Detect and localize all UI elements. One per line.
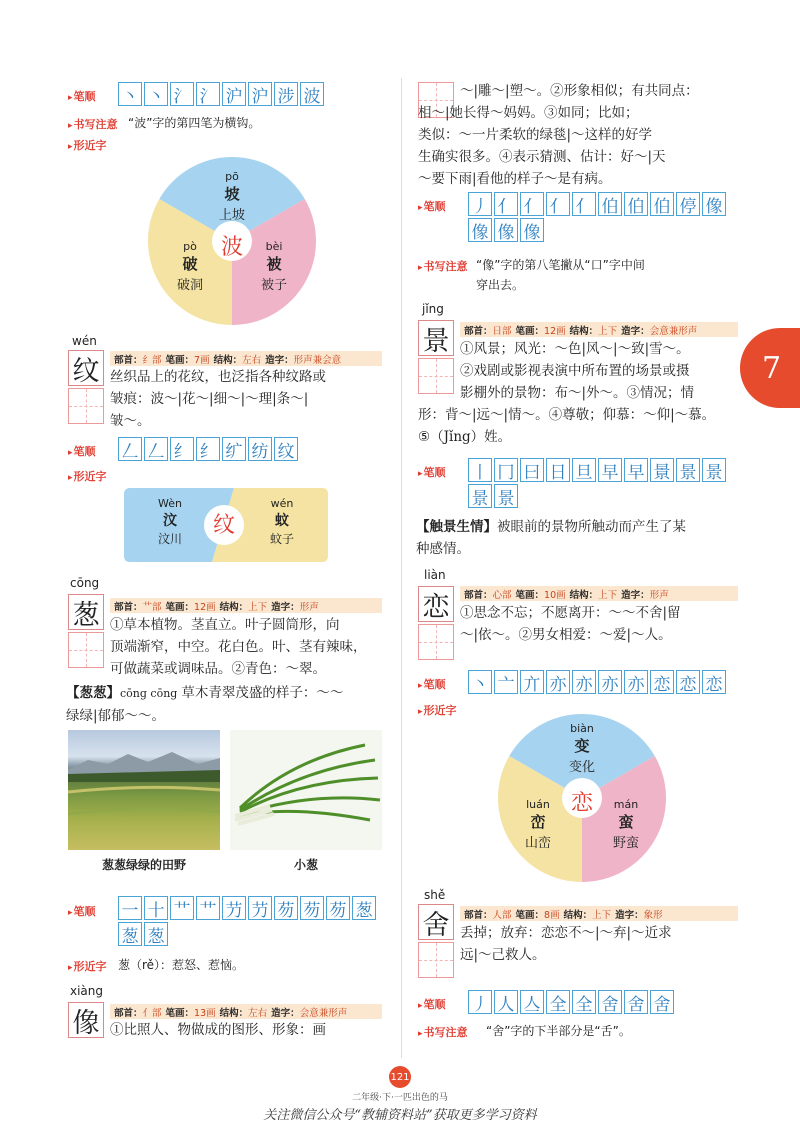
- stroke-cell: 恋: [676, 670, 700, 694]
- idiom-line: 被眼前的景物所触动而产生了某: [497, 519, 686, 535]
- lian-char: 恋: [418, 586, 454, 622]
- info-value: 13画: [194, 1007, 216, 1019]
- char: 坡: [224, 185, 240, 203]
- stroke-cell: 丶: [144, 82, 168, 106]
- stroke-cell: 芴: [300, 896, 324, 920]
- info-key: 结构：: [219, 1007, 249, 1019]
- xiang-stroke-row: [468, 192, 738, 242]
- info-value: 8画: [544, 909, 560, 921]
- word: 变化: [568, 760, 595, 775]
- info-value: 左右: [242, 354, 262, 366]
- stroke-cell: 芴: [274, 896, 298, 920]
- info-value: 7画: [194, 354, 210, 366]
- wen-stroke-row: [118, 437, 300, 461]
- stroke-cell: 景: [468, 484, 492, 508]
- info-value: 会意兼形声: [649, 325, 698, 337]
- idiom-pinyin: cōng cōng: [120, 687, 178, 700]
- stroke-cell: 芴: [326, 896, 350, 920]
- similar-chars-label: ▸ 形近字: [68, 958, 107, 974]
- info-value: 艹部: [142, 601, 162, 613]
- stroke-cell: 景: [676, 458, 700, 482]
- stroke-cell: 恋: [650, 670, 674, 694]
- info-value: 上下: [598, 589, 618, 601]
- line: ①草本植物。茎直立。叶子圆筒形，向: [110, 617, 340, 633]
- stroke-cell: 芀: [222, 896, 246, 920]
- lian-info-bar: [460, 586, 738, 601]
- stroke-cell: 亻: [546, 192, 570, 216]
- stroke-cell: 亠: [494, 670, 518, 694]
- pinyin: mán: [613, 798, 639, 811]
- cong-definition: [110, 614, 392, 680]
- xiang-note: [476, 255, 645, 295]
- lian-wheel-center: 恋: [570, 791, 593, 816]
- line: ②戏剧或影视表演中所布置的场景或摄: [460, 363, 690, 379]
- stroke-cell: 早: [598, 458, 622, 482]
- line: 形：背～|远～|情～。④尊敬；仰慕：～仰|～慕。: [418, 407, 716, 423]
- lian-definition: [460, 602, 740, 646]
- similar-chars-label: ▸ 形近字: [418, 702, 457, 718]
- line: ①风景；风光：～色|风～|～致|雪～。: [460, 341, 690, 357]
- lian-pinyin: liàn: [424, 568, 446, 582]
- info-value: 象形: [643, 909, 663, 921]
- info-key: 结构：: [213, 354, 243, 366]
- photo2-caption: 小葱: [293, 858, 318, 872]
- stroke-cell: 亦: [546, 670, 570, 694]
- stroke-cell: 亻: [572, 192, 596, 216]
- line: “像”字的第八笔撇从“口”字中间: [476, 258, 645, 272]
- stroke-cell: 人: [494, 990, 518, 1014]
- stroke-cell: 艹: [196, 896, 220, 920]
- line: 丢掉；放弃：恋恋不～|～弃|～近求: [460, 925, 672, 941]
- writing-note-label: ▸ 书写注意: [68, 116, 118, 132]
- word: 山峦: [524, 836, 551, 851]
- wen-practice-grid: [68, 388, 104, 424]
- jing-char: 景: [418, 320, 454, 356]
- xiang-definition-cont: [460, 80, 740, 102]
- line: 相～|她长得～妈妈。③如同；比如；: [418, 105, 639, 121]
- wen-definition: [110, 366, 390, 432]
- wen-pair-center: 纹: [212, 513, 235, 538]
- wen-pinyin: wén: [72, 334, 97, 348]
- stroke-order-label: ▸ 笔顺: [418, 464, 446, 480]
- bo-wheel-top: [200, 170, 264, 223]
- info-value: 上下: [248, 601, 268, 613]
- stroke-cell: 停: [676, 192, 700, 216]
- idiom-head: 【葱葱】: [66, 685, 120, 701]
- pinyin: biàn: [570, 722, 594, 735]
- stroke-cell: 舍: [624, 990, 648, 1014]
- info-value: 日部: [492, 325, 512, 337]
- info-value: 形声兼会意: [293, 354, 342, 366]
- line: 皱～。: [110, 413, 151, 429]
- stroke-cell: 亦: [598, 670, 622, 694]
- chapter-tab: 7: [740, 328, 800, 408]
- info-key: 造字：: [615, 909, 644, 921]
- stroke-cell: 纟: [196, 437, 220, 461]
- info-key: 造字：: [621, 325, 650, 337]
- bo-stroke-row: [118, 82, 326, 106]
- char: 蚊: [275, 513, 289, 529]
- stroke-order-label: ▸ 笔顺: [68, 903, 96, 919]
- cong-stroke-row: [118, 896, 388, 946]
- she-practice-grid: [418, 942, 454, 978]
- scallion-photo: [230, 730, 382, 850]
- bo-note: “波”字的第四笔为横钩。: [128, 116, 261, 130]
- stroke-cell: 丶: [118, 82, 142, 106]
- jing-idiom: [416, 516, 740, 560]
- info-key: 笔画：: [515, 589, 545, 601]
- wen-info-bar: [110, 351, 382, 366]
- char: 被: [266, 255, 282, 273]
- char: 峦: [530, 813, 546, 831]
- bo-wheel-right: [244, 240, 304, 293]
- stroke-cell: 一: [118, 896, 142, 920]
- stroke-cell: 丶: [468, 670, 492, 694]
- stroke-cell: 亻: [520, 192, 544, 216]
- stroke-cell: 纟: [170, 437, 194, 461]
- info-key: 笔画：: [165, 354, 195, 366]
- xiang-char: 像: [68, 1002, 104, 1038]
- idiom-line: 草木青翠茂盛的样子：～～: [181, 685, 344, 701]
- line: 可做蔬菜或调味品。②青色：～翠。: [110, 661, 326, 677]
- footer-promo: 关注微信公众号“教辅资料站”获取更多学习资料: [263, 1108, 537, 1123]
- word: 被子: [260, 278, 287, 293]
- char: 汶: [163, 513, 177, 529]
- xiang-info-bar: [110, 1004, 382, 1019]
- stroke-cell: 舍: [650, 990, 674, 1014]
- pinyin: pō: [225, 170, 239, 183]
- stroke-cell: 丿: [468, 990, 492, 1014]
- line: ①思念不忘；不愿离开：～～不舍|留: [460, 605, 681, 621]
- stroke-cell: 伯: [624, 192, 648, 216]
- stroke-cell: 像: [520, 218, 544, 242]
- info-key: 部首：: [114, 601, 143, 613]
- stroke-cell: 葱: [144, 922, 168, 946]
- she-char: 舍: [418, 904, 454, 940]
- jing-definition-b: [418, 404, 740, 448]
- stroke-cell: 纹: [274, 437, 298, 461]
- cong-practice-grid: [68, 632, 104, 668]
- stroke-cell: 氵: [170, 82, 194, 106]
- word: 上坡: [218, 208, 245, 223]
- lian-wheel-left: [508, 798, 568, 851]
- stroke-cell: 伯: [598, 192, 622, 216]
- xiang-pinyin: xiàng: [70, 984, 104, 998]
- wen-char: 纹: [68, 350, 104, 386]
- field-photo: [68, 730, 220, 850]
- she-note: “舍”字的下半部分是“舌”。: [486, 1024, 631, 1038]
- line: 类似：～一片柔软的绿毯|～这样的好学: [418, 127, 653, 143]
- stroke-cell: 纺: [248, 437, 272, 461]
- bo-wheel-left: [160, 240, 220, 293]
- she-definition: [460, 922, 740, 966]
- info-key: 造字：: [271, 1007, 300, 1019]
- stroke-cell: 景: [702, 458, 726, 482]
- jing-practice-grid: [418, 358, 454, 394]
- word: 蚊子: [269, 532, 294, 546]
- info-key: 结构：: [569, 589, 599, 601]
- stroke-cell: 葱: [118, 922, 142, 946]
- writing-note-label: ▸ 书写注意: [418, 258, 468, 274]
- info-key: 笔画：: [515, 325, 545, 337]
- info-key: 笔画：: [165, 601, 195, 613]
- info-value: 12画: [544, 325, 566, 337]
- pinyin: pò: [183, 240, 197, 253]
- stroke-cell: 亼: [520, 990, 544, 1014]
- info-key: 造字：: [265, 354, 294, 366]
- stroke-order-label: ▸ 笔顺: [418, 198, 446, 214]
- word: 破洞: [176, 278, 203, 293]
- lian-practice-grid: [418, 624, 454, 660]
- idiom-line: 绿绿|郁郁～～。: [66, 708, 166, 724]
- pinyin: wén: [270, 497, 294, 510]
- jing-pinyin: jǐng: [422, 302, 444, 316]
- char: 蛮: [618, 813, 634, 831]
- lian-wheel-right: [596, 798, 656, 851]
- stroke-cell: 全: [546, 990, 570, 1014]
- stroke-cell: 伯: [650, 192, 674, 216]
- cong-similar: 葱（rě）：惹怒、惹恼。: [118, 958, 245, 972]
- stroke-cell: 波: [300, 82, 324, 106]
- info-value: 上下: [592, 909, 612, 921]
- jing-info-bar: [460, 322, 738, 337]
- stroke-cell: 像: [468, 218, 492, 242]
- info-value: 左右: [248, 1007, 268, 1019]
- info-key: 部首：: [464, 909, 493, 921]
- writing-note-label: ▸ 书写注意: [418, 1024, 468, 1040]
- info-key: 造字：: [621, 589, 650, 601]
- pinyin: bèi: [265, 240, 283, 253]
- stroke-cell: 㬌: [650, 458, 674, 482]
- info-key: 笔画：: [165, 1007, 195, 1019]
- info-value: 人部: [492, 909, 512, 921]
- footer-lesson: 二年级·下·一匹出色的马: [352, 1093, 448, 1103]
- stroke-cell: 丨: [468, 458, 492, 482]
- jing-stroke-row: [468, 458, 738, 508]
- info-key: 结构：: [563, 909, 593, 921]
- she-info-bar: [460, 906, 738, 921]
- similar-chars-label: ▸ 形近字: [68, 137, 107, 153]
- info-value: 纟部: [142, 354, 162, 366]
- lian-wheel-top: [550, 722, 614, 775]
- stroke-order-label: ▸ 笔顺: [68, 443, 96, 459]
- stroke-cell: 早: [624, 458, 648, 482]
- stroke-order-label: ▸ 笔顺: [68, 88, 96, 104]
- cong-info-bar: [110, 598, 382, 613]
- field-illustration: [68, 730, 220, 850]
- stroke-cell: 涉: [274, 82, 298, 106]
- stroke-cell: 𠃋: [118, 437, 142, 461]
- line: 生确实很多。④表示猜测、估计：好～|天: [418, 149, 666, 165]
- info-value: 12画: [194, 601, 216, 613]
- photo1-caption: 葱葱绿绿的田野: [101, 858, 186, 872]
- cong-idiom: [66, 682, 396, 727]
- word: 汶川: [157, 532, 182, 546]
- stroke-cell: 丿: [468, 192, 492, 216]
- stroke-cell: 冂: [494, 458, 518, 482]
- stroke-cell: 像: [702, 192, 726, 216]
- pinyin: Wèn: [158, 497, 182, 510]
- idiom-head: 【触景生情】: [416, 519, 497, 535]
- xiang-definition-cont2: [418, 102, 740, 190]
- bo-wheel-center: 波: [220, 235, 243, 260]
- info-value: 上下: [598, 325, 618, 337]
- wen-pair-left: [140, 497, 200, 547]
- stroke-cell: 十: [144, 896, 168, 920]
- info-key: 结构：: [569, 325, 599, 337]
- info-value: 会意兼形声: [299, 1007, 348, 1019]
- stroke-cell: 亣: [520, 670, 544, 694]
- info-key: 结构：: [219, 601, 249, 613]
- stroke-cell: 𠃋: [144, 437, 168, 461]
- line: ～要下雨|看他的样子～是有病。: [418, 171, 612, 187]
- stroke-cell: 旦: [572, 458, 596, 482]
- stroke-cell: 景: [494, 484, 518, 508]
- jing-definition-a: [460, 338, 740, 404]
- line: ⑤（Jǐng）姓。: [418, 429, 512, 445]
- line: 皱痕：波～|花～|细～|～理|条～|: [110, 391, 309, 407]
- column-divider: [401, 78, 402, 1058]
- word: 野蛮: [612, 836, 639, 851]
- stroke-cell: 艹: [170, 896, 194, 920]
- pinyin: luán: [526, 798, 550, 811]
- info-value: 亻部: [142, 1007, 162, 1019]
- char: 变: [574, 737, 590, 755]
- line: 穿出去。: [476, 278, 525, 292]
- info-value: 10画: [544, 589, 566, 601]
- stroke-cell: 氵: [196, 82, 220, 106]
- info-key: 笔画：: [515, 909, 545, 921]
- stroke-cell: 舍: [598, 990, 622, 1014]
- lian-stroke-row: [468, 670, 728, 694]
- stroke-cell: 亦: [572, 670, 596, 694]
- stroke-cell: 日: [546, 458, 570, 482]
- stroke-order-label: ▸ 笔顺: [418, 996, 446, 1012]
- stroke-cell: 像: [494, 218, 518, 242]
- stroke-cell: 纩: [222, 437, 246, 461]
- stroke-cell: 恋: [702, 670, 726, 694]
- line: 丝织品上的花纹，也泛指各种纹路或: [110, 369, 326, 385]
- stroke-cell: 葱: [352, 896, 376, 920]
- info-key: 造字：: [271, 601, 300, 613]
- line: ～|雕～|塑～。②形象相似；有共同点：: [460, 83, 699, 99]
- stroke-cell: 曰: [520, 458, 544, 482]
- info-key: 部首：: [464, 325, 493, 337]
- line: 影棚外的景物：布～|外～。③情况；情: [460, 385, 695, 401]
- line: 远|～己救人。: [460, 947, 546, 963]
- line: ～|依～。②男女相爱：～爱|～人。: [460, 627, 672, 643]
- similar-chars-label: ▸ 形近字: [68, 468, 107, 484]
- info-value: 形声: [649, 589, 669, 601]
- info-key: 部首：: [114, 354, 143, 366]
- stroke-cell: 全: [572, 990, 596, 1014]
- idiom-line: 种感情。: [416, 541, 470, 557]
- stroke-cell: 沪: [248, 82, 272, 106]
- scallion-illustration: [230, 730, 382, 850]
- info-key: 部首：: [114, 1007, 143, 1019]
- char: 破: [182, 255, 198, 273]
- stroke-cell: 亻: [494, 192, 518, 216]
- she-stroke-row: [468, 990, 676, 1014]
- info-value: 心部: [492, 589, 512, 601]
- stroke-cell: 亦: [624, 670, 648, 694]
- stroke-cell: 芀: [248, 896, 272, 920]
- page-number: 121: [389, 1066, 411, 1088]
- info-key: 部首：: [464, 589, 493, 601]
- info-value: 形声: [299, 601, 319, 613]
- stroke-cell: 沪: [222, 82, 246, 106]
- wen-pair-right: [252, 497, 312, 547]
- cong-char: 葱: [68, 594, 104, 630]
- xiang-definition-start: ①比照人、物做成的图形、形象：画: [110, 1022, 326, 1038]
- line: 顶端渐窄，中空。花白色。叶、茎有辣味，: [110, 639, 367, 655]
- cong-pinyin: cōng: [70, 576, 100, 590]
- she-pinyin: shě: [424, 888, 446, 902]
- stroke-order-label: ▸ 笔顺: [418, 676, 446, 692]
